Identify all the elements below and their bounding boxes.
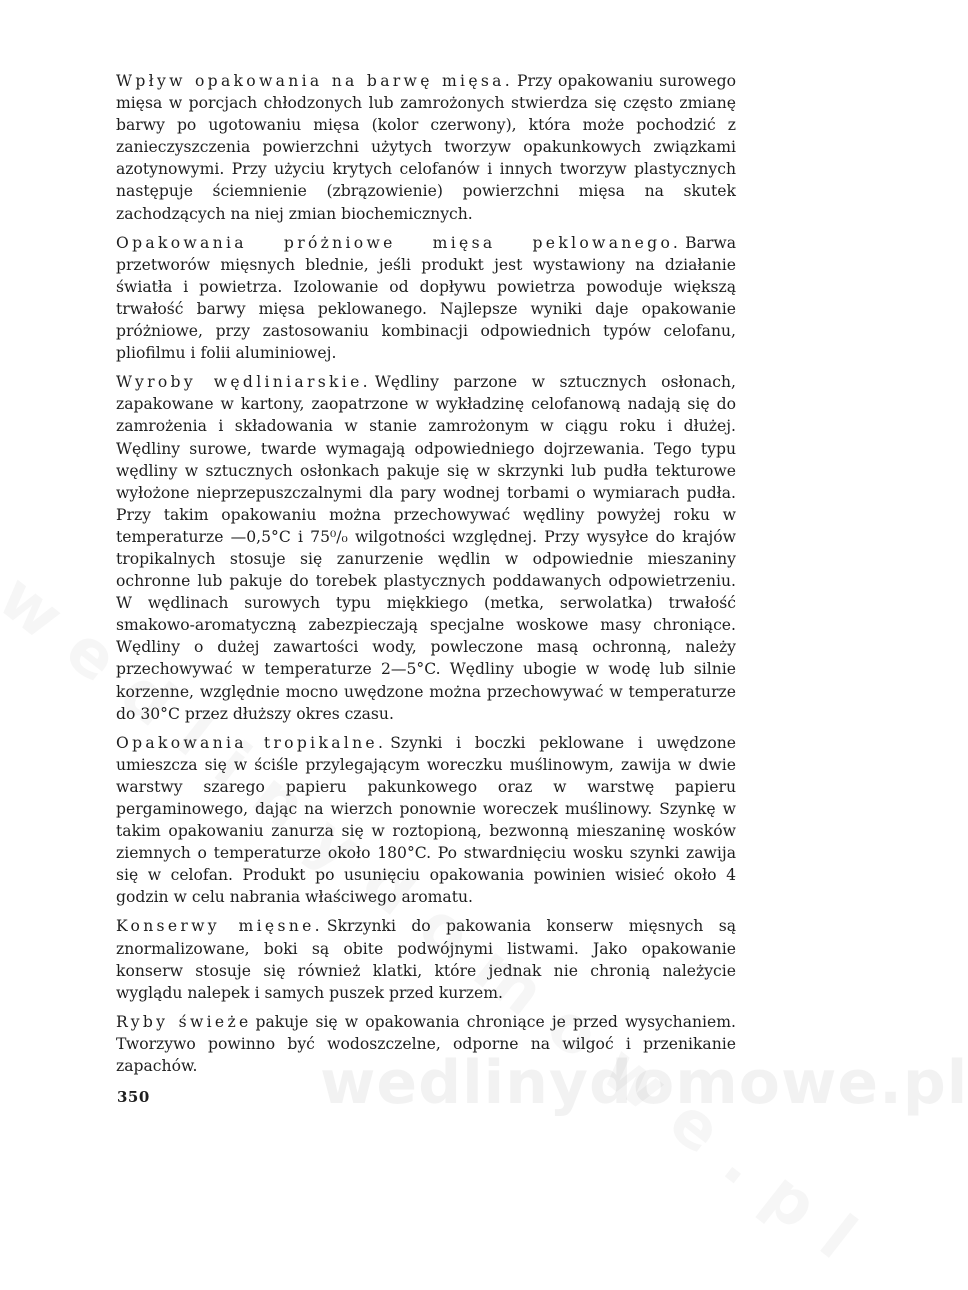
paragraph-heading: Ryby świeże <box>116 1012 252 1031</box>
paragraph-heading: Konserwy mięsne. <box>116 917 323 936</box>
paragraph-heading: Wpływ opakowania na barwę mięsa. <box>116 72 514 90</box>
paragraph-text: Barwa przetworów mięsnych blednie, jeśli produkt jest wystawiony na działanie światła i powietrza. Izolowanie od dopływu powietrza powoduje większą trwałość barwy mięsa peklowanego. Najlepsze wyniki daje opakowanie próżniowe, przy zastosowaniu kombinacji odpowiednich typów celofanu, pliofilmu i folii aluminiowej. <box>116 233 736 363</box>
page-number: 350 <box>117 1088 150 1106</box>
paragraph-heading: Wyroby wędliniarskie. <box>116 373 371 392</box>
paragraph-tropical <box>116 732 736 909</box>
paragraph-sausages <box>116 371 736 725</box>
paragraph-text: Wędliny parzone w sztucznych osłonach, zapakowane w kartony, zaopatrzone w wykładzinę celofanową nadają się do zamrożenia i składowania w stanie zamrożonym w ciągu roku i dłużej. Wędliny surowe, twarde wymagają odpowiedniego dojrzewania. Tego typu wędliny w sztucznych osłonkach pakuje się w skrzynki lub pudła tekturowe wyłożone nieprzepuszczalnymi dla pary wodnej torbami o wymiarach pudła. Przy takim opakowaniu można przechowywać wędliny powyżej roku w temperaturze —0,5°C i 75⁰/₀ wilgotności względnej. Przy wysyłce do krajów tropikalnych stosuje się zanurzenie wędlin w odpowiednie mieszaniny ochronne lub pakuje do torebek plastycznych poddawanych odpowietrzeniu. W wędlinach surowych typu miękkiego (metka, serwolatka) trwałość smakowo-aromatyczną zabezpieczają specjalne woskowe masy chroniące. Wędliny o dużej zawartości wody, powleczone masą ochronną, należy przechowywać w temperaturze 2—5°C. Wędliny ubogie w wodę lub silnie korzenne, względnie mocno uwędzone można przechowywać w temperaturze do 30°C przez dłuższy okres czasu. <box>116 373 736 723</box>
paragraph-text: Szynki i boczki peklowane i uwędzone umieszcza się w ściśle przylegającym woreczku muślinowym, zawija w dwie warstwy szarego papieru pakunkowego oraz w warstwę papieru pergaminowego, dając na wierzch ponownie woreczek muślinowy. Szynkę w takim opakowaniu zanurza się w roztopioną, bezwonną mieszaninę wosków ziemnych o temperaturze około 180°C. Po stwardnięciu wosku szynki zawija się w celofan. Produkt po usunięciu opakowania powinien wisieć około 4 godzin w celu nabrania właściwego aromatu. <box>116 733 736 907</box>
paragraph-heading: Opakowania tropikalne. <box>116 733 387 752</box>
paragraph-color <box>116 70 736 225</box>
paragraph-text: Skrzynki do pakowania konserw mięsnych są znormalizowane, boki są obite podwójnymi listwami. Jako opakowanie konserw stosuje się również klatki, które jednak nie chronią należycie wyglądu nalepek i samych puszek przed kurzem. <box>116 917 736 1002</box>
paragraph-text: Przy opakowaniu surowego mięsa w porcjach chłodzonych lub zamrożonych stwierdza się często zmianę barwy po ugotowaniu mięsa (kolor czerwony), która może pochodzić z zanieczyszczenia powierzchni użytych tworzyw opakunkowych związkami azotynowymi. Przy użyciu krytych celofanów i innych tworzyw plastycznych następuje ściemnienie (zbrązowienie) powierzchni mięsa na skutek zachodzących na niej zmian biochemicznych. <box>116 72 736 223</box>
watermark: wedlinydomowe.pl <box>320 1048 968 1118</box>
paragraph-heading: Opakowania próżniowe mięsa peklowanego. <box>116 233 682 252</box>
paragraph-text: pakuje się w opakowania chroniące je przed wysychaniem. Tworzywo powinno być wodoszczelne, odporne na wilgoć i przenikanie zapachów. <box>116 1012 737 1076</box>
paragraph-vacuum <box>116 232 736 365</box>
paragraph-canned <box>116 915 736 1003</box>
page-body <box>116 70 736 1084</box>
